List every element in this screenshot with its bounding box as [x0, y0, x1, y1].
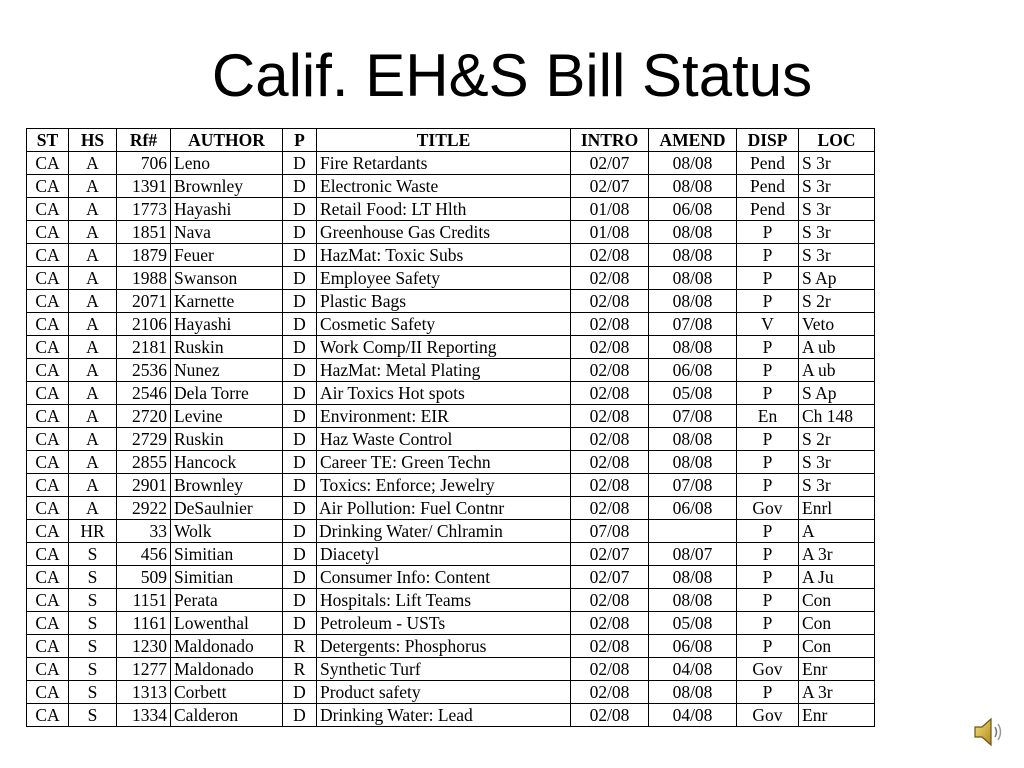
cell-loc: Con [799, 635, 875, 658]
cell-disp: P [737, 267, 799, 290]
cell-ref: 1879 [117, 244, 171, 267]
cell-author: Brownley [171, 474, 283, 497]
cell-party: D [283, 566, 317, 589]
cell-author: Dela Torre [171, 382, 283, 405]
cell-disp: P [737, 520, 799, 543]
cell-intro: 02/08 [571, 359, 649, 382]
cell-loc: Enr [799, 658, 875, 681]
cell-disp: P [737, 428, 799, 451]
cell-hs: S [69, 704, 117, 727]
cell-amend: 05/08 [649, 612, 737, 635]
cell-disp: V [737, 313, 799, 336]
table-row [27, 382, 875, 405]
cell-ref: 2071 [117, 290, 171, 313]
table-row [27, 658, 875, 681]
cell-loc: A 3r [799, 681, 875, 704]
cell-party: D [283, 405, 317, 428]
cell-intro: 02/07 [571, 543, 649, 566]
cell-st: CA [27, 474, 69, 497]
cell-st: CA [27, 451, 69, 474]
cell-loc: Veto [799, 313, 875, 336]
cell-title: Fire Retardants [317, 152, 571, 175]
table-row [27, 635, 875, 658]
column-header-intro: INTRO [571, 129, 649, 152]
table-row [27, 543, 875, 566]
cell-amend: 08/08 [649, 451, 737, 474]
cell-st: CA [27, 520, 69, 543]
cell-disp: P [737, 359, 799, 382]
cell-amend: 08/08 [649, 175, 737, 198]
cell-title: HazMat: Toxic Subs [317, 244, 571, 267]
cell-party: D [283, 382, 317, 405]
cell-hs: HR [69, 520, 117, 543]
cell-st: CA [27, 336, 69, 359]
cell-party: D [283, 681, 317, 704]
cell-ref: 2729 [117, 428, 171, 451]
table-row [27, 267, 875, 290]
cell-author: Hayashi [171, 313, 283, 336]
table-row [27, 152, 875, 175]
cell-st: CA [27, 589, 69, 612]
cell-st: CA [27, 658, 69, 681]
cell-author: Swanson [171, 267, 283, 290]
cell-party: D [283, 520, 317, 543]
cell-ref: 33 [117, 520, 171, 543]
cell-loc: S 3r [799, 221, 875, 244]
cell-ref: 2901 [117, 474, 171, 497]
table-body [27, 152, 875, 727]
cell-party: D [283, 589, 317, 612]
cell-title: HazMat: Metal Plating [317, 359, 571, 382]
cell-loc: S 2r [799, 290, 875, 313]
cell-intro: 01/08 [571, 198, 649, 221]
cell-loc: S 3r [799, 244, 875, 267]
table-row [27, 290, 875, 313]
cell-party: D [283, 244, 317, 267]
cell-loc: S 3r [799, 152, 875, 175]
cell-loc: S 3r [799, 451, 875, 474]
table-row [27, 359, 875, 382]
table-row [27, 221, 875, 244]
cell-ref: 1277 [117, 658, 171, 681]
cell-hs: A [69, 175, 117, 198]
cell-title: Petroleum - USTs [317, 612, 571, 635]
cell-st: CA [27, 497, 69, 520]
cell-amend: 08/08 [649, 589, 737, 612]
cell-loc: S 3r [799, 175, 875, 198]
cell-disp: En [737, 405, 799, 428]
table-row [27, 451, 875, 474]
table-row [27, 589, 875, 612]
table-row [27, 175, 875, 198]
cell-author: DeSaulnier [171, 497, 283, 520]
cell-ref: 1334 [117, 704, 171, 727]
cell-author: Maldonado [171, 635, 283, 658]
cell-intro: 02/08 [571, 474, 649, 497]
table-row [27, 428, 875, 451]
cell-intro: 02/08 [571, 382, 649, 405]
cell-author: Ruskin [171, 428, 283, 451]
cell-hs: S [69, 589, 117, 612]
cell-ref: 1773 [117, 198, 171, 221]
cell-disp: Gov [737, 704, 799, 727]
cell-amend: 05/08 [649, 382, 737, 405]
cell-amend: 06/08 [649, 497, 737, 520]
cell-hs: A [69, 382, 117, 405]
cell-intro: 02/08 [571, 658, 649, 681]
column-header-disp: DISP [737, 129, 799, 152]
column-header-amend: AMEND [649, 129, 737, 152]
cell-author: Calderon [171, 704, 283, 727]
cell-title: Air Toxics Hot spots [317, 382, 571, 405]
cell-st: CA [27, 635, 69, 658]
cell-ref: 509 [117, 566, 171, 589]
cell-loc: Enrl [799, 497, 875, 520]
cell-st: CA [27, 566, 69, 589]
cell-hs: S [69, 635, 117, 658]
cell-title: Environment: EIR [317, 405, 571, 428]
cell-intro: 02/08 [571, 313, 649, 336]
cell-amend: 07/08 [649, 405, 737, 428]
cell-loc: A 3r [799, 543, 875, 566]
cell-amend: 04/08 [649, 658, 737, 681]
cell-author: Levine [171, 405, 283, 428]
cell-loc: S 3r [799, 474, 875, 497]
cell-disp: Pend [737, 175, 799, 198]
cell-intro: 01/08 [571, 221, 649, 244]
column-header-author: AUTHOR [171, 129, 283, 152]
cell-hs: S [69, 658, 117, 681]
cell-ref: 1988 [117, 267, 171, 290]
cell-disp: P [737, 681, 799, 704]
table-row [27, 497, 875, 520]
cell-hs: S [69, 681, 117, 704]
cell-hs: A [69, 198, 117, 221]
cell-disp: Pend [737, 198, 799, 221]
table-row [27, 405, 875, 428]
table-row [27, 520, 875, 543]
cell-disp: P [737, 543, 799, 566]
cell-hs: A [69, 428, 117, 451]
cell-hs: A [69, 244, 117, 267]
table-row [27, 336, 875, 359]
cell-author: Lowenthal [171, 612, 283, 635]
cell-party: D [283, 612, 317, 635]
cell-intro: 02/07 [571, 152, 649, 175]
cell-party: D [283, 359, 317, 382]
cell-amend: 06/08 [649, 359, 737, 382]
cell-loc: S 2r [799, 428, 875, 451]
cell-intro: 02/08 [571, 451, 649, 474]
cell-ref: 2536 [117, 359, 171, 382]
cell-party: D [283, 313, 317, 336]
cell-title: Greenhouse Gas Credits [317, 221, 571, 244]
cell-intro: 02/08 [571, 290, 649, 313]
cell-party: R [283, 658, 317, 681]
cell-author: Simitian [171, 543, 283, 566]
cell-intro: 02/07 [571, 175, 649, 198]
table-header-row [27, 129, 875, 152]
cell-ref: 1151 [117, 589, 171, 612]
cell-st: CA [27, 704, 69, 727]
cell-party: D [283, 290, 317, 313]
cell-title: Electronic Waste [317, 175, 571, 198]
cell-intro: 02/08 [571, 681, 649, 704]
cell-hs: A [69, 451, 117, 474]
cell-author: Wolk [171, 520, 283, 543]
cell-author: Feuer [171, 244, 283, 267]
column-header-hs: HS [69, 129, 117, 152]
cell-st: CA [27, 681, 69, 704]
cell-ref: 2922 [117, 497, 171, 520]
cell-loc: Con [799, 589, 875, 612]
cell-author: Perata [171, 589, 283, 612]
cell-disp: Pend [737, 152, 799, 175]
cell-title: Product safety [317, 681, 571, 704]
cell-loc: S Ap [799, 382, 875, 405]
cell-loc: A ub [799, 336, 875, 359]
cell-disp: P [737, 612, 799, 635]
cell-hs: A [69, 336, 117, 359]
cell-author: Ruskin [171, 336, 283, 359]
cell-hs: A [69, 152, 117, 175]
cell-party: D [283, 221, 317, 244]
cell-amend: 08/07 [649, 543, 737, 566]
cell-st: CA [27, 244, 69, 267]
cell-disp: P [737, 451, 799, 474]
cell-author: Hayashi [171, 198, 283, 221]
cell-amend: 08/08 [649, 566, 737, 589]
slide-title: Calif. EH&S Bill Status [211, 42, 813, 109]
cell-author: Leno [171, 152, 283, 175]
cell-ref: 1391 [117, 175, 171, 198]
cell-party: D [283, 704, 317, 727]
cell-author: Nunez [171, 359, 283, 382]
cell-hs: A [69, 497, 117, 520]
cell-st: CA [27, 359, 69, 382]
cell-title: Drinking Water/ Chlramin [317, 520, 571, 543]
cell-ref: 2106 [117, 313, 171, 336]
cell-disp: Gov [737, 497, 799, 520]
cell-disp: P [737, 589, 799, 612]
cell-hs: S [69, 543, 117, 566]
cell-st: CA [27, 267, 69, 290]
cell-st: CA [27, 221, 69, 244]
bill-status-table-container [35, 128, 890, 725]
cell-st: CA [27, 198, 69, 221]
cell-title: Work Comp/II Reporting [317, 336, 571, 359]
cell-intro: 02/08 [571, 589, 649, 612]
cell-hs: S [69, 566, 117, 589]
cell-title: Detergents: Phosphorus [317, 635, 571, 658]
cell-intro: 02/08 [571, 497, 649, 520]
cell-st: CA [27, 290, 69, 313]
cell-amend: 08/08 [649, 221, 737, 244]
cell-party: D [283, 198, 317, 221]
cell-amend: 04/08 [649, 704, 737, 727]
cell-hs: S [69, 612, 117, 635]
cell-party: D [283, 543, 317, 566]
table-row [27, 681, 875, 704]
cell-amend [649, 520, 737, 543]
cell-intro: 02/08 [571, 428, 649, 451]
cell-author: Simitian [171, 566, 283, 589]
cell-loc: A [799, 520, 875, 543]
cell-amend: 08/08 [649, 152, 737, 175]
cell-hs: A [69, 267, 117, 290]
cell-loc: Enr [799, 704, 875, 727]
table-row [27, 313, 875, 336]
cell-party: D [283, 267, 317, 290]
table-row [27, 704, 875, 727]
cell-ref: 1313 [117, 681, 171, 704]
cell-disp: P [737, 290, 799, 313]
speaker-icon[interactable] [972, 716, 1006, 748]
cell-st: CA [27, 152, 69, 175]
cell-title: Career TE: Green Techn [317, 451, 571, 474]
cell-amend: 07/08 [649, 313, 737, 336]
cell-intro: 02/08 [571, 612, 649, 635]
cell-title: Haz Waste Control [317, 428, 571, 451]
cell-st: CA [27, 428, 69, 451]
cell-loc: A Ju [799, 566, 875, 589]
table-row [27, 612, 875, 635]
cell-disp: P [737, 474, 799, 497]
cell-amend: 08/08 [649, 244, 737, 267]
cell-st: CA [27, 313, 69, 336]
cell-title: Diacetyl [317, 543, 571, 566]
cell-ref: 1161 [117, 612, 171, 635]
cell-intro: 02/08 [571, 405, 649, 428]
cell-intro: 02/08 [571, 704, 649, 727]
cell-amend: 08/08 [649, 681, 737, 704]
cell-amend: 06/08 [649, 635, 737, 658]
cell-title: Air Pollution: Fuel Contnr [317, 497, 571, 520]
cell-intro: 07/08 [571, 520, 649, 543]
cell-loc: Con [799, 612, 875, 635]
cell-title: Employee Safety [317, 267, 571, 290]
cell-author: Karnette [171, 290, 283, 313]
cell-amend: 08/08 [649, 336, 737, 359]
cell-party: D [283, 336, 317, 359]
cell-loc: S Ap [799, 267, 875, 290]
cell-ref: 456 [117, 543, 171, 566]
cell-title: Cosmetic Safety [317, 313, 571, 336]
cell-party: D [283, 175, 317, 198]
bill-status-table [26, 128, 875, 727]
cell-author: Maldonado [171, 658, 283, 681]
cell-intro: 02/08 [571, 267, 649, 290]
cell-amend: 08/08 [649, 428, 737, 451]
cell-disp: P [737, 336, 799, 359]
cell-disp: P [737, 382, 799, 405]
cell-party: R [283, 635, 317, 658]
cell-party: D [283, 152, 317, 175]
cell-disp: P [737, 221, 799, 244]
cell-hs: A [69, 405, 117, 428]
cell-title: Plastic Bags [317, 290, 571, 313]
cell-author: Brownley [171, 175, 283, 198]
cell-ref: 1230 [117, 635, 171, 658]
cell-party: D [283, 451, 317, 474]
cell-loc: Ch 148 [799, 405, 875, 428]
cell-amend: 07/08 [649, 474, 737, 497]
cell-ref: 706 [117, 152, 171, 175]
cell-intro: 02/07 [571, 566, 649, 589]
cell-loc: S 3r [799, 198, 875, 221]
table-row [27, 244, 875, 267]
cell-party: D [283, 497, 317, 520]
cell-hs: A [69, 313, 117, 336]
cell-ref: 1851 [117, 221, 171, 244]
table-row [27, 566, 875, 589]
column-header-st: ST [27, 129, 69, 152]
cell-author: Nava [171, 221, 283, 244]
cell-title: Drinking Water: Lead [317, 704, 571, 727]
cell-st: CA [27, 405, 69, 428]
table-row [27, 198, 875, 221]
cell-intro: 02/08 [571, 635, 649, 658]
cell-st: CA [27, 612, 69, 635]
column-header-title: TITLE [317, 129, 571, 152]
column-header-party: P [283, 129, 317, 152]
cell-author: Hancock [171, 451, 283, 474]
column-header-loc: LOC [799, 129, 875, 152]
cell-party: D [283, 428, 317, 451]
cell-title: Synthetic Turf [317, 658, 571, 681]
cell-disp: Gov [737, 658, 799, 681]
cell-intro: 02/08 [571, 336, 649, 359]
cell-disp: P [737, 566, 799, 589]
cell-st: CA [27, 382, 69, 405]
cell-title: Hospitals: Lift Teams [317, 589, 571, 612]
cell-disp: P [737, 244, 799, 267]
cell-hs: A [69, 474, 117, 497]
cell-amend: 06/08 [649, 198, 737, 221]
cell-title: Consumer Info: Content [317, 566, 571, 589]
cell-ref: 2720 [117, 405, 171, 428]
cell-title: Toxics: Enforce; Jewelry [317, 474, 571, 497]
cell-ref: 2181 [117, 336, 171, 359]
cell-amend: 08/08 [649, 290, 737, 313]
cell-ref: 2855 [117, 451, 171, 474]
cell-hs: A [69, 221, 117, 244]
cell-hs: A [69, 359, 117, 382]
cell-st: CA [27, 175, 69, 198]
cell-hs: A [69, 290, 117, 313]
cell-party: D [283, 474, 317, 497]
cell-ref: 2546 [117, 382, 171, 405]
cell-disp: P [737, 635, 799, 658]
table-row [27, 474, 875, 497]
cell-title: Retail Food: LT Hlth [317, 198, 571, 221]
cell-intro: 02/08 [571, 244, 649, 267]
cell-loc: A ub [799, 359, 875, 382]
cell-author: Corbett [171, 681, 283, 704]
column-header-ref: Rf# [117, 129, 171, 152]
speaker-icon-graphic [972, 716, 1006, 748]
cell-st: CA [27, 543, 69, 566]
cell-amend: 08/08 [649, 267, 737, 290]
